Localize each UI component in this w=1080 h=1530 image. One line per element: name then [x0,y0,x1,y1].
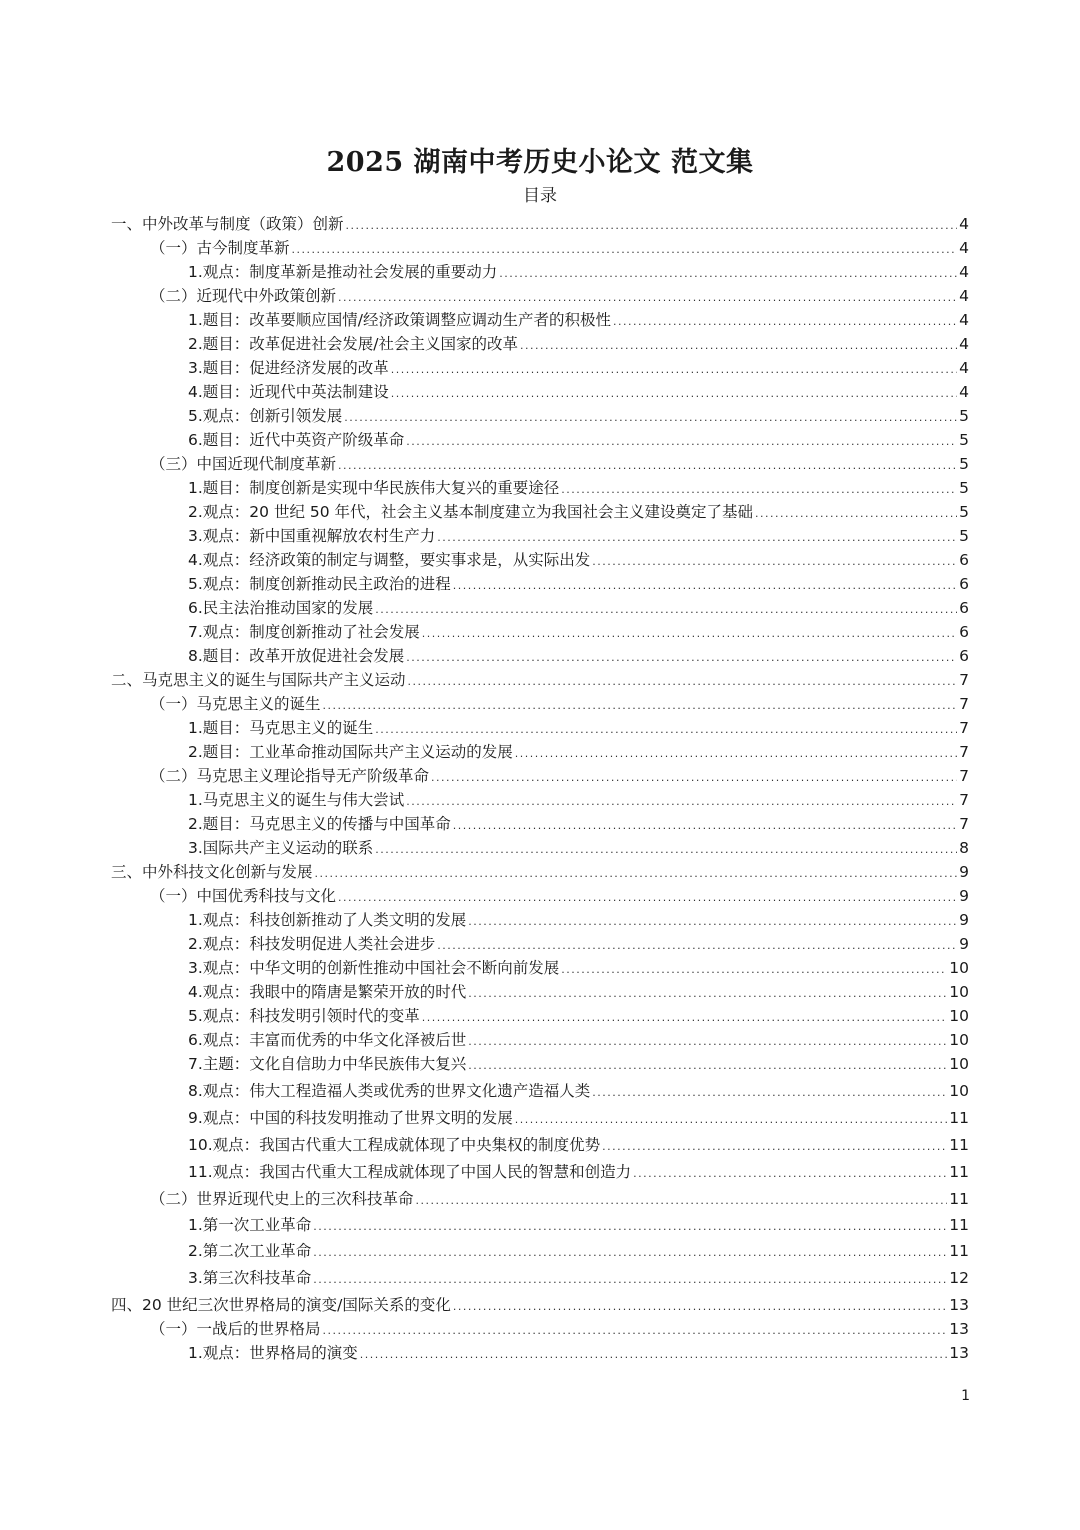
toc-entry-page: 5 [959,479,969,497]
toc-leader-dots [416,1189,948,1213]
toc-entry-label: 6.观点：丰富而优秀的中华文化泽被后世 [188,1031,467,1049]
toc-entry-page: 5 [959,455,969,473]
toc-entry-page: 4 [959,335,969,353]
toc-entry-label: 7.主题：文化自信助力中华民族伟大复兴 [188,1055,467,1073]
toc-entry-page: 11 [949,1163,969,1181]
toc-leader-dots [468,1030,947,1054]
toc-entry-label: 11.观点：我国古代重大工程成就体现了中国人民的智慧和创造力 [188,1163,632,1181]
toc-entry[interactable] [188,956,969,980]
toc-entry[interactable] [188,908,969,932]
toc-leader-dots [406,790,957,814]
toc-entry-page: 7 [959,743,969,761]
toc-leader-dots [375,838,957,862]
toc-leader-dots [453,1295,947,1319]
toc-entry[interactable] [188,404,969,428]
toc-entry[interactable] [188,644,969,668]
toc-leader-dots [360,1343,947,1367]
toc-entry-label: 一、中外改革与制度（政策）创新 [111,215,344,233]
toc-leader-dots [437,934,957,958]
toc-entry-label: 4.观点：我眼中的隋唐是繁荣开放的时代 [188,983,467,1001]
toc-leader-dots [323,694,957,718]
toc-entry-label: 四、20 世纪三次世界格局的演变/国际关系的变化 [111,1296,451,1314]
toc-entry-page: 5 [959,407,969,425]
toc-entry[interactable] [188,740,969,764]
toc-entry-page: 4 [959,287,969,305]
toc-entry-page: 6 [959,575,969,593]
toc-entry-page: 10 [949,1007,969,1025]
toc-leader-dots [515,742,957,766]
toc-entry-page: 8 [959,839,969,857]
toc-leader-dots [561,958,947,982]
document-title: 2025 湖南中考历史小论文 范文集 [326,147,754,178]
toc-entry[interactable] [188,1160,969,1184]
toc-entry-page: 4 [959,359,969,377]
toc-leader-dots [391,382,957,406]
toc-entry[interactable] [188,500,969,524]
toc-entry-label: 10.观点：我国古代重大工程成就体现了中央集权的制度优势 [188,1136,601,1154]
toc-leader-dots [499,262,957,286]
toc-entry-label: （三）中国近现代制度革新 [150,455,337,473]
toc-leader-dots [344,406,957,430]
toc-leader-dots [515,1108,947,1132]
toc-entry-page: 7 [959,767,969,785]
toc-leader-dots [406,430,957,454]
toc-entry-page: 4 [959,263,969,281]
toc-entry-label: 3.国际共产主义运动的联系 [188,839,374,857]
toc-entry[interactable] [188,428,969,452]
toc-entry[interactable] [188,356,969,380]
toc-entry-page: 11 [949,1190,969,1208]
toc-leader-dots [315,862,957,886]
toc-entry-page: 10 [949,983,969,1001]
toc-entry[interactable] [188,308,969,332]
toc-leader-dots [313,1241,947,1265]
toc-entry[interactable] [188,1004,969,1028]
toc-entry-page: 11 [949,1242,969,1260]
toc-leader-dots [406,646,957,670]
toc-leader-dots [338,286,957,310]
toc-entry-label: 1.第一次工业革命 [188,1216,312,1234]
toc-leader-dots [468,910,957,934]
toc-entry-page: 4 [959,215,969,233]
toc-entry-page: 5 [959,503,969,521]
toc-entry[interactable] [188,548,969,572]
toc-entry-label: 5.观点：制度创新推动民主政治的进程 [188,575,451,593]
toc-entry[interactable] [150,1317,969,1341]
toc-entry-label: 三、中外科技文化创新与发展 [111,863,313,881]
toc-entry[interactable] [188,596,969,620]
toc-entry-page: 7 [959,815,969,833]
toc-leader-dots [453,574,957,598]
toc-leader-dots [313,1215,947,1239]
toc-entry-page: 9 [959,863,969,881]
toc-entry-page: 10 [949,1082,969,1100]
toc-entry[interactable] [188,524,969,548]
toc-leader-dots [468,1054,947,1078]
toc-entry[interactable] [188,980,969,1004]
toc-entry[interactable] [188,1106,969,1130]
toc-entry-label: 3.题目：促进经济发展的改革 [188,359,389,377]
toc-entry-page: 4 [959,311,969,329]
toc-entry-label: 3.观点：新中国重视解放农村生产力 [188,527,436,545]
toc-entry[interactable] [188,572,969,596]
toc-leader-dots [292,238,957,262]
toc-entry-label: 二、马克思主义的诞生与国际共产主义运动 [111,671,406,689]
toc-entry-page: 6 [959,647,969,665]
toc-entry[interactable] [150,692,969,716]
toc-leader-dots [431,766,957,790]
toc-leader-dots [375,718,957,742]
toc-entry-page: 7 [959,671,969,689]
toc-leader-dots [437,526,957,550]
toc-entry-page: 4 [959,239,969,257]
toc-entry[interactable] [188,332,969,356]
toc-entry-label: 1.题目：马克思主义的诞生 [188,719,374,737]
toc-entry[interactable] [150,764,969,788]
toc-leader-dots [602,1135,947,1159]
toc-entry-label: （二）近现代中外政策创新 [150,287,337,305]
toc-entry-page: 13 [949,1344,969,1362]
toc-leader-dots [755,502,957,526]
toc-entry[interactable] [188,1052,969,1076]
toc-entry-page: 9 [959,887,969,905]
toc-leader-dots [313,1268,947,1292]
toc-entry-page: 11 [949,1136,969,1154]
toc-entry-label: 2.题目：马克思主义的传播与中国革命 [188,815,451,833]
toc-leader-dots [346,214,957,238]
toc-leader-dots [338,454,957,478]
toc-leader-dots [323,1319,948,1343]
toc-leader-dots [338,886,957,910]
toc-entry[interactable] [188,1239,969,1263]
toc-entry-page: 10 [949,1031,969,1049]
toc-entry[interactable] [188,1341,969,1365]
toc-entry[interactable] [150,1187,969,1211]
toc-entry[interactable] [111,212,969,236]
toc-entry-label: 1.观点：科技创新推动了人类文明的发展 [188,911,467,929]
toc-leader-dots [561,478,957,502]
toc-entry-label: 5.观点：科技发明引领时代的变革 [188,1007,420,1025]
toc-entry[interactable] [188,380,969,404]
toc-entry[interactable] [150,236,969,260]
toc-entry[interactable] [150,884,969,908]
toc-entry[interactable] [150,284,969,308]
toc-leader-dots [592,550,957,574]
toc-leader-dots [592,1081,947,1105]
toc-entry-label: 4.观点：经济政策的制定与调整，要实事求是，从实际出发 [188,551,591,569]
toc-entry[interactable] [188,1213,969,1237]
toc-entry-label: 2.观点：20 世纪 50 年代，社会主义基本制度建立为我国社会主义建设奠定了基础 [188,503,754,521]
toc-entry-label: 1.观点：世界格局的演变 [188,1344,358,1362]
page-number: 1 [961,1388,970,1404]
toc-entry-label: 9.观点：中国的科技发明推动了世界文明的发展 [188,1109,513,1127]
toc-entry-page: 6 [959,599,969,617]
toc-entry-label: 6.题目：近代中英资产阶级革命 [188,431,405,449]
toc-leader-dots [613,310,957,334]
toc-entry[interactable] [188,620,969,644]
toc-entry[interactable] [188,476,969,500]
toc-entry-page: 6 [959,623,969,641]
toc-leader-dots [422,1006,947,1030]
toc-entry-label: （二）马克思主义理论指导无产阶级革命 [150,767,430,785]
toc-entry-page: 12 [949,1269,969,1287]
toc-entry[interactable] [188,1133,969,1157]
toc-entry-page: 5 [959,431,969,449]
toc-entry[interactable] [188,812,969,836]
toc-leader-dots [633,1162,947,1186]
toc-entry-label: 1.观点：制度革新是推动社会发展的重要动力 [188,263,498,281]
toc-entry-page: 6 [959,551,969,569]
toc-entry-page: 13 [949,1320,969,1338]
toc-entry-page: 10 [949,1055,969,1073]
toc-entry-page: 11 [949,1109,969,1127]
toc-entry-label: 8.题目：改革开放促进社会发展 [188,647,405,665]
toc-entry-page: 13 [949,1296,969,1314]
toc-entry-page: 7 [959,695,969,713]
toc-entry-page: 7 [959,791,969,809]
toc-entry[interactable] [188,260,969,284]
toc-entry-label: 3.第三次科技革命 [188,1269,312,1287]
toc-entry-label: 2.第二次工业革命 [188,1242,312,1260]
toc-leader-dots [408,670,957,694]
toc-entry-page: 10 [949,959,969,977]
toc-entry-label: 5.观点：创新引领发展 [188,407,343,425]
toc-entry-label: 1.题目：改革要顺应国情/经济政策调整应调动生产者的积极性 [188,311,612,329]
toc-entry-page: 9 [959,911,969,929]
toc-entry-label: （一）中国优秀科技与文化 [150,887,337,905]
toc-entry-label: 7.观点：制度创新推动了社会发展 [188,623,420,641]
toc-leader-dots [422,622,957,646]
toc-entry[interactable] [188,836,969,860]
toc-entry[interactable] [188,1266,969,1290]
toc-entry-page: 4 [959,383,969,401]
toc-entry[interactable] [150,452,969,476]
toc-entry-label: （一）马克思主义的诞生 [150,695,321,713]
toc-entry-label: 3.观点：中华文明的创新性推动中国社会不断向前发展 [188,959,560,977]
toc-entry-page: 11 [949,1216,969,1234]
toc-entry-label: 2.观点：科技发明促进人类社会进步 [188,935,436,953]
toc-entry[interactable] [188,932,969,956]
toc-entry[interactable] [111,668,969,692]
toc-entry[interactable] [111,1293,969,1317]
toc-leader-dots [453,814,957,838]
toc-entry-label: （一）一战后的世界格局 [150,1320,321,1338]
toc-entry-label: 4.题目：近现代中英法制建设 [188,383,389,401]
toc-entry[interactable] [188,1028,969,1052]
toc-entry[interactable] [188,1079,969,1103]
toc-entry-page: 9 [959,935,969,953]
toc-entry-label: （二）世界近现代史上的三次科技革命 [150,1190,414,1208]
toc-entry-label: 2.题目：工业革命推动国际共产主义运动的发展 [188,743,513,761]
toc-entry[interactable] [188,788,969,812]
toc-entry-label: 1.题目：制度创新是实现中华民族伟大复兴的重要途径 [188,479,560,497]
toc-entry-page: 7 [959,719,969,737]
toc-leader-dots [375,598,957,622]
toc-entry[interactable] [188,716,969,740]
toc-entry[interactable] [111,860,969,884]
toc-entry-label: 2.题目：改革促进社会发展/社会主义国家的改革 [188,335,519,353]
toc-entry-label: 6.民主法治推动国家的发展 [188,599,374,617]
toc-entry-label: 1.马克思主义的诞生与伟大尝试 [188,791,405,809]
toc-entry-label: （一）古今制度革新 [150,239,290,257]
toc-leader-dots [468,982,947,1006]
toc-entry-page: 5 [959,527,969,545]
toc-leader-dots [520,334,957,358]
toc-heading: 目录 [523,186,557,206]
toc-leader-dots [391,358,957,382]
toc-entry-label: 8.观点：伟大工程造福人类或优秀的世界文化遗产造福人类 [188,1082,591,1100]
